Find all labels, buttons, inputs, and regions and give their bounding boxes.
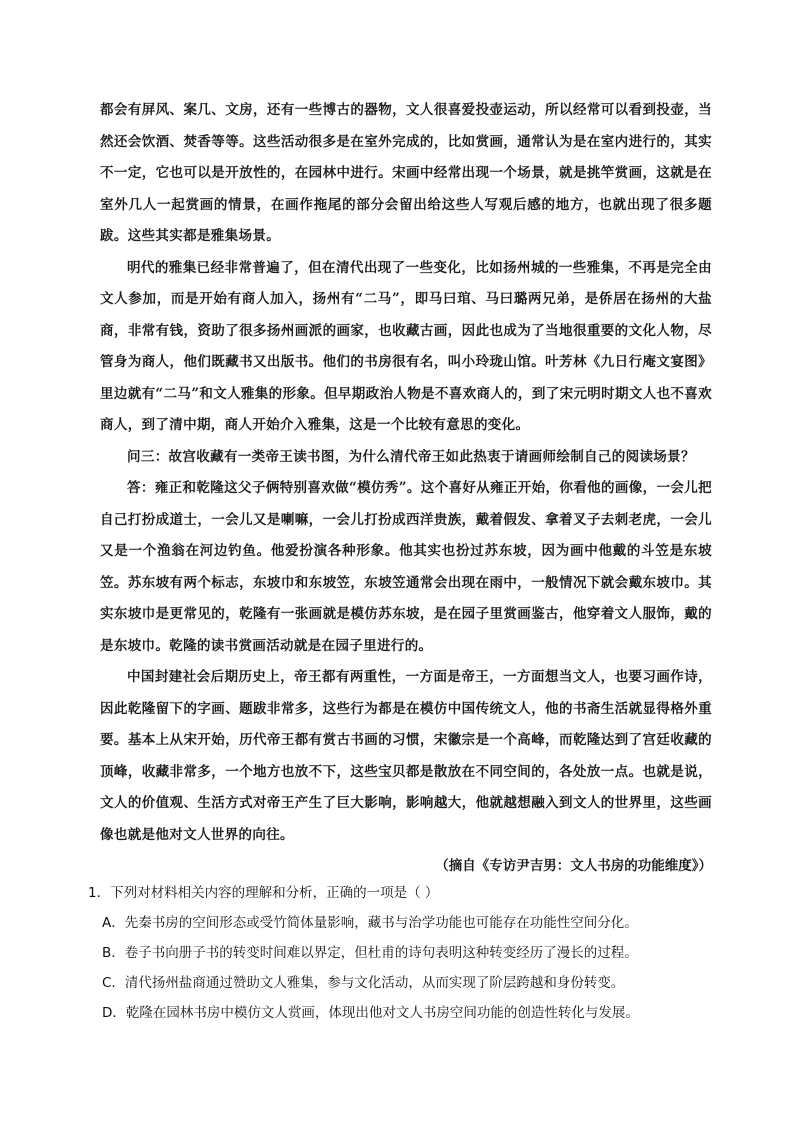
question-1 [88, 878, 718, 1028]
article-body [100, 95, 712, 883]
question-1-stem: 1．下列对材料相关内容的理解和分析，正确的一项是（ ） [88, 885, 439, 901]
question-1-option-b: B．卷子书向册子书的转变时间难以界定，但杜甫的诗句表明这种转变经历了漫长的过程。 [102, 945, 638, 961]
question-1-option-c: C．清代扬州盐商通过赞助文人雅集，参与文化活动，从而实现了阶层跨越和身份转变。 [102, 975, 625, 991]
question-1-option-a: A．先秦书房的空间形态或受竹简体量影响，藏书与治学功能也可能存在功能性空间分化。 [102, 915, 638, 931]
article-paragraph-5: 中国封建社会后期历史上，帝王都有两重性，一方面是帝王，一方面想当文人，也要习画作诗，因此乾隆留下的字画、题跋非常多，这些行为都是在模仿中国传统文人，他的书斋生活就显得格外重要。基本上从宋开始，历代帝王都有赏古书画的习惯，宋徽宗是一个高峰，而乾隆达到了宫廷收藏的顶峰，收藏非常多，一个地方也放不下，这些宝贝都是散放在不同空间的，各处放一点。也就是说，文人的价值观、生活方式对帝王产生了巨大影响，影响越大，他就越想融入到文人的世界里，这些画像也就是他对文人世界的向往。 [100, 669, 712, 843]
article-paragraph-1: 都会有屏风、案几、文房，还有一些博古的器物，文人很喜爱投壶运动，所以经常可以看到投壶，当然还会饮酒、焚香等等。这些活动很多是在室外完成的，比如赏画，通常认为是在室内进行的，其实不一定，它也可以是开放性的，在园林中进行。宋画中经常出现一个场景，就是挑竿赏画，这就是在室外几人一起赏画的情景，在画作拖尾的部分会留出给这些人写观后感的地方，也就出现了很多题跋。这些其实都是雅集场景。 [100, 102, 712, 244]
article-paragraph-2: 明代的雅集已经非常普遍了，但在清代出现了一些变化，比如扬州城的一些雅集，不再是完全由文人参加，而是开始有商人加入，扬州有“二马”，即马曰琯、马曰璐两兄弟，是侨居在扬州的大盐商，非常有钱，资助了很多扬州画派的画家，也收藏古画，因此也成为了当地很重要的文化人物，尽管身为商人，他们既藏书又出版书。他们的书房很有名，叫小玲珑山馆。叶芳林《九日行庵文宴图》里边就有“二马”和文人雅集的形象。但早期政治人物是不喜欢商人的，到了宋元明时期文人也不喜欢商人，到了清中期，商人开始介入雅集，这是一个比较有意思的变化。 [100, 259, 712, 433]
interview-answer-3: 答：雍正和乾隆这父子俩特别喜欢做“模仿秀”。这个喜好从雍正开始，你看他的画像，一会儿把自己打扮成道士，一会儿又是喇嘛，一会儿打扮成西洋贵族，戴着假发、拿着叉子去刺老虎，一会儿又是一个渔翁在河边钓鱼。他爱扮演各种形象。他其实也扮过苏东坡，因为画中他戴的斗笠是东坡笠。苏东坡有两个标志，东坡巾和东坡笠，东坡笠通常会出现在雨中，一般情况下就会戴东坡巾。其实东坡巾是更常见的，乾隆有一张画就是模仿苏东坡，是在园子里赏画鉴古，他穿着文人服饰，戴的是东坡巾。乾隆的读书赏画活动就是在园子里进行的。 [100, 480, 712, 654]
interview-question-3: 问三：故宫收藏有一类帝王读书图，为什么清代帝王如此热衷于请画师绘制自己的阅读场景？ [127, 448, 695, 465]
question-1-option-d: D．乾隆在园林书房中模仿文人赏画，体现出他对文人书房空间功能的创造性转化与发展。 [102, 1005, 639, 1021]
article-source-citation: （摘自《专访尹吉男：文人书房的功能维度》） [435, 858, 712, 874]
